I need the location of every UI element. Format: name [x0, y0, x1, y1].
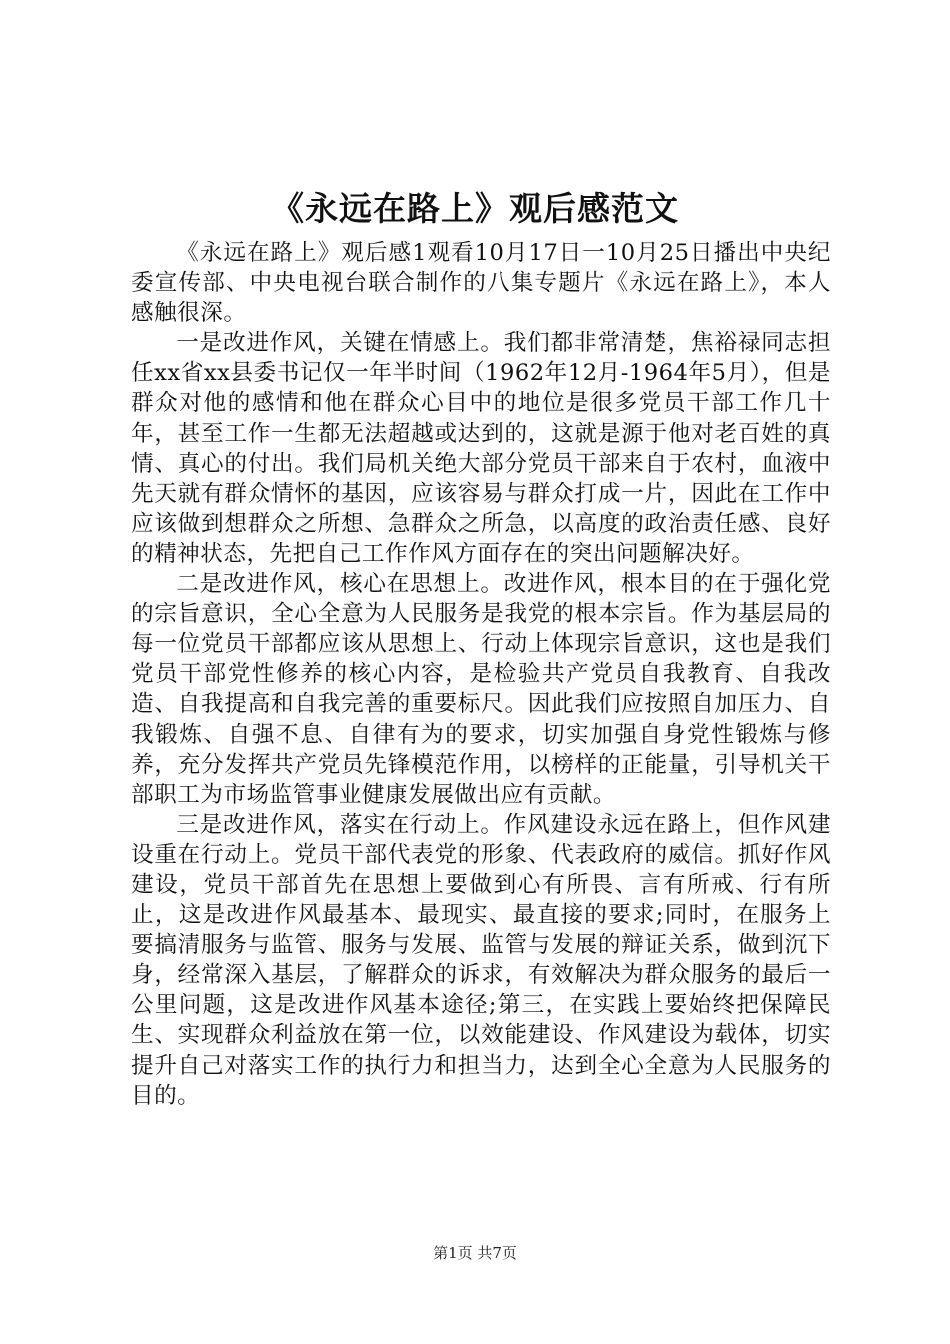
page-number-footer: 第1页 共7页	[433, 1244, 517, 1262]
paragraph-point-one: 一是改进作风，关键在情感上。我们都非常清楚，焦裕禄同志担任xx省xx县委书记仅一年半时间（1962年12月-1964年5月），但是群众对他的感情和他在群众心目中的地位是很多党员干部工作几十年，甚至工作一生都无法超越或达到的，这就是源于他对老百姓的真情、真心的付出。我们局机关绝大部分党员干部来自于农村，血液中先天就有群众情怀的基因，应该容易与群众打成一片，因此在工作中应该做到想群众之所想、急群众之所急，以高度的政治责任感、良好的精神状态，先把自己工作作风方面存在的突出问题解决好。	[131, 330, 831, 567]
paragraph-point-two: 二是改进作风，核心在思想上。改进作风，根本目的在于强化党的宗旨意识，全心全意为人民服务是我党的根本宗旨。作为基层局的每一位党员干部都应该从思想上、行动上体现宗旨意识，这也是我们党员干部党性修养的核心内容，是检验共产党员自我教育、自我改造、自我提高和自我完善的重要标尺。因此我们应按照自加压力、自我锻炼、自强不息、自律有为的要求，切实加强自身党性锻炼与修养，充分发挥共产党员先锋模范作用，以榜样的正能量，引导机关干部职工为市场监管事业健康发展做出应有贡献。	[131, 571, 831, 808]
paragraph-intro: 《永远在路上》观后感1观看10月17日一10月25日播出中央纪委宣传部、中央电视台联合制作的八集专题片《永远在路上》，本人感触很深。	[131, 240, 831, 327]
document-title: 《永远在路上》观后感范文	[271, 189, 679, 228]
document-body	[131, 238, 831, 1111]
paragraph-point-three: 三是改进作风，落实在行动上。作风建设永远在路上，但作风建设重在行动上。党员干部代表党的形象、代表政府的威信。抓好作风建设，党员干部首先在思想上要做到心有所畏、言有所戒、行有所止，这是改进作风最基本、最现实、最直接的要求;同时，在服务上要搞清服务与监管、服务与发展、监管与发展的辩证关系，做到沉下身，经常深入基层，了解群众的诉求，有效解决为群众服务的最后一公里问题，这是改进作风基本途径;第三，在实践上要始终把保障民生、实现群众利益放在第一位，以效能建设、作风建设为载体，切实提升自己对落实工作的执行力和担当力，达到全心全意为人民服务的目的。	[131, 811, 831, 1109]
